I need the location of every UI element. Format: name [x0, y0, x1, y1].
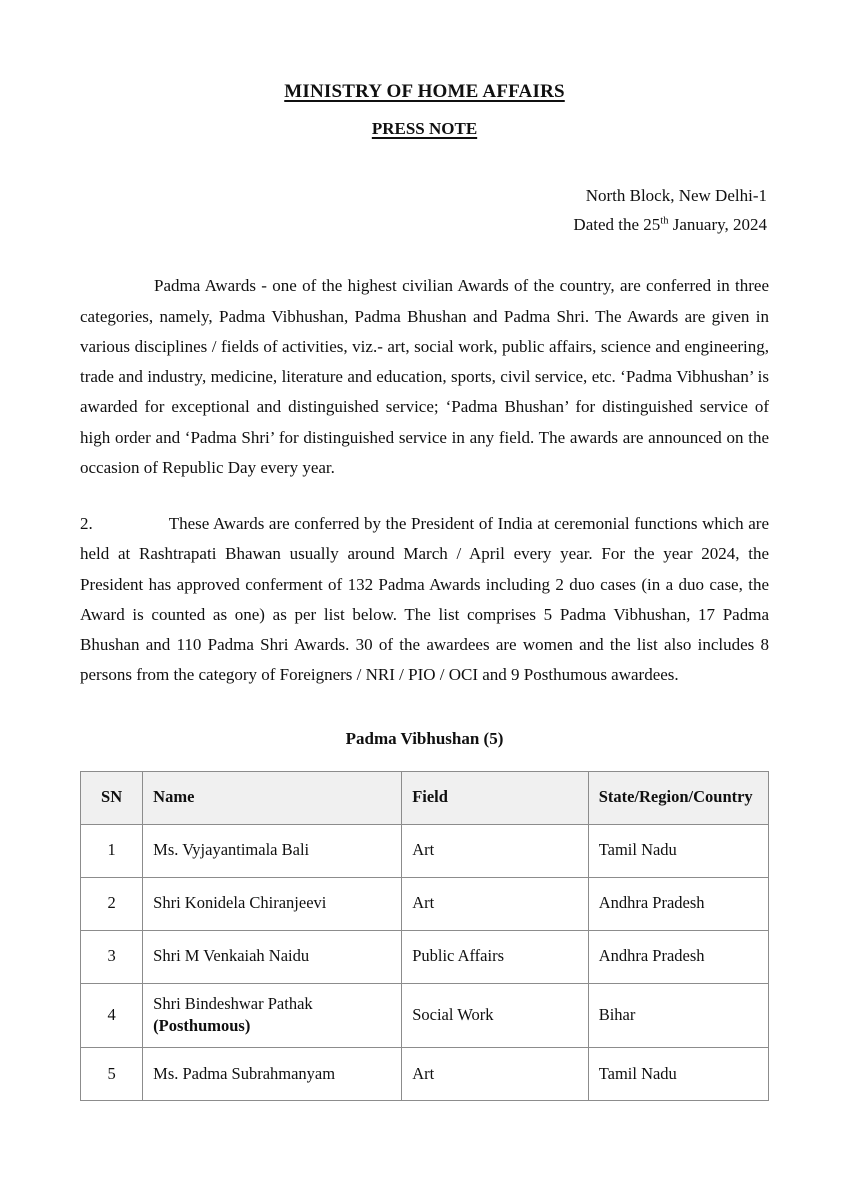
page-subtitle: [80, 104, 769, 139]
cell-sn: 1: [81, 824, 143, 877]
table-row: [81, 877, 769, 930]
paragraph-1: [80, 271, 769, 483]
cell-field: Public Affairs: [402, 930, 589, 983]
dateline-date-suffix: January, 2024: [668, 215, 767, 235]
table-heading: Padma Vibhushan (5): [345, 728, 504, 748]
cell-field: Art: [402, 1048, 589, 1101]
dateline-place: North Block, New Delhi-1: [585, 186, 767, 205]
table-header: [81, 771, 769, 824]
cell-sn: 4: [81, 983, 143, 1048]
paragraph-2-number: 2.: [80, 514, 93, 534]
cell-sn: 2: [81, 877, 143, 930]
cell-name: [143, 877, 402, 930]
cell-name-text: Shri Bindeshwar Pathak: [153, 993, 313, 1013]
page-title-text: MINISTRY OF HOME AFFAIRS: [284, 81, 565, 102]
table-row: [81, 824, 769, 877]
table-row: [81, 930, 769, 983]
cell-sn: 3: [81, 930, 143, 983]
cell-sn: 5: [81, 1048, 143, 1101]
dateline-date-ordinal: th: [660, 215, 669, 227]
paragraph-2-text: These Awards are conferred by the President of India at ceremonial functions which are held at Rashtrapati Bhawan usually around March / April every year. For the year 2024, the President has approved conferment of 132 Padma Awards including 2 duo cases (in a duo case, the Award is counted as one) as per list below. The list comprises 5 Padma Vibhushan, 17 Padma Bhushan and 110 Padma Shri Awards. 30 of the awardees are women and the list also includes 8 persons from the category of Foreigners / NRI / PIO / OCI and 9 Posthumous awardees.: [80, 514, 769, 685]
cell-state: Bihar: [588, 983, 768, 1048]
table-row: [81, 1048, 769, 1101]
cell-state: Tamil Nadu: [588, 824, 768, 877]
table-body: [81, 824, 769, 1101]
dateline: [80, 181, 769, 239]
cell-name: [143, 983, 402, 1048]
cell-name-text: Ms. Vyjayantimala Bali: [153, 840, 310, 860]
cell-state: Tamil Nadu: [588, 1048, 768, 1101]
cell-name: [143, 1048, 402, 1101]
cell-state: Andhra Pradesh: [588, 877, 768, 930]
column-header-state: State/Region/Country: [588, 771, 768, 824]
cell-field: Art: [402, 877, 589, 930]
column-header-name: Name: [143, 771, 402, 824]
page-title: [80, 0, 769, 104]
paragraph-1-text: Padma Awards - one of the highest civilian Awards of the country, are conferred in three categories, namely, Padma Vibhushan, Padma Bhushan and Padma Shri. The Awards are given in various disciplines / fields of activities, viz.- art, social work, public affairs, science and engineering, trade and industry, medicine, literature and education, sports, civil service, etc. ‘Padma Vibhushan’ is awarded for exceptional and distinguished service; ‘Padma Bhushan’ for distinguished service of high order and ‘Padma Shri’ for distinguished service in any field. The awards are announced on the occasion of Republic Day every year.: [80, 276, 769, 477]
paragraph-2: [80, 509, 769, 691]
table-row: [81, 983, 769, 1048]
column-header-sn: SN: [81, 771, 143, 824]
padma-vibhushan-table: [80, 771, 769, 1102]
cell-name-text: Shri M Venkaiah Naidu: [153, 946, 310, 966]
cell-name-note: (Posthumous): [153, 1016, 251, 1036]
dateline-date: [80, 210, 767, 239]
cell-field: Social Work: [402, 983, 589, 1048]
cell-name: [143, 930, 402, 983]
dateline-date-prefix: Dated the: [573, 215, 644, 235]
cell-name-text: Ms. Padma Subrahmanyam: [153, 1063, 336, 1083]
cell-name: [143, 824, 402, 877]
column-header-field: Field: [402, 771, 589, 824]
dateline-date-day: 25: [643, 215, 661, 235]
page-subtitle-text: PRESS NOTE: [371, 118, 478, 138]
cell-state: Andhra Pradesh: [588, 930, 768, 983]
cell-field: Art: [402, 824, 589, 877]
cell-name-text: Shri Konidela Chiranjeevi: [153, 893, 327, 913]
table-header-row: [81, 771, 769, 824]
